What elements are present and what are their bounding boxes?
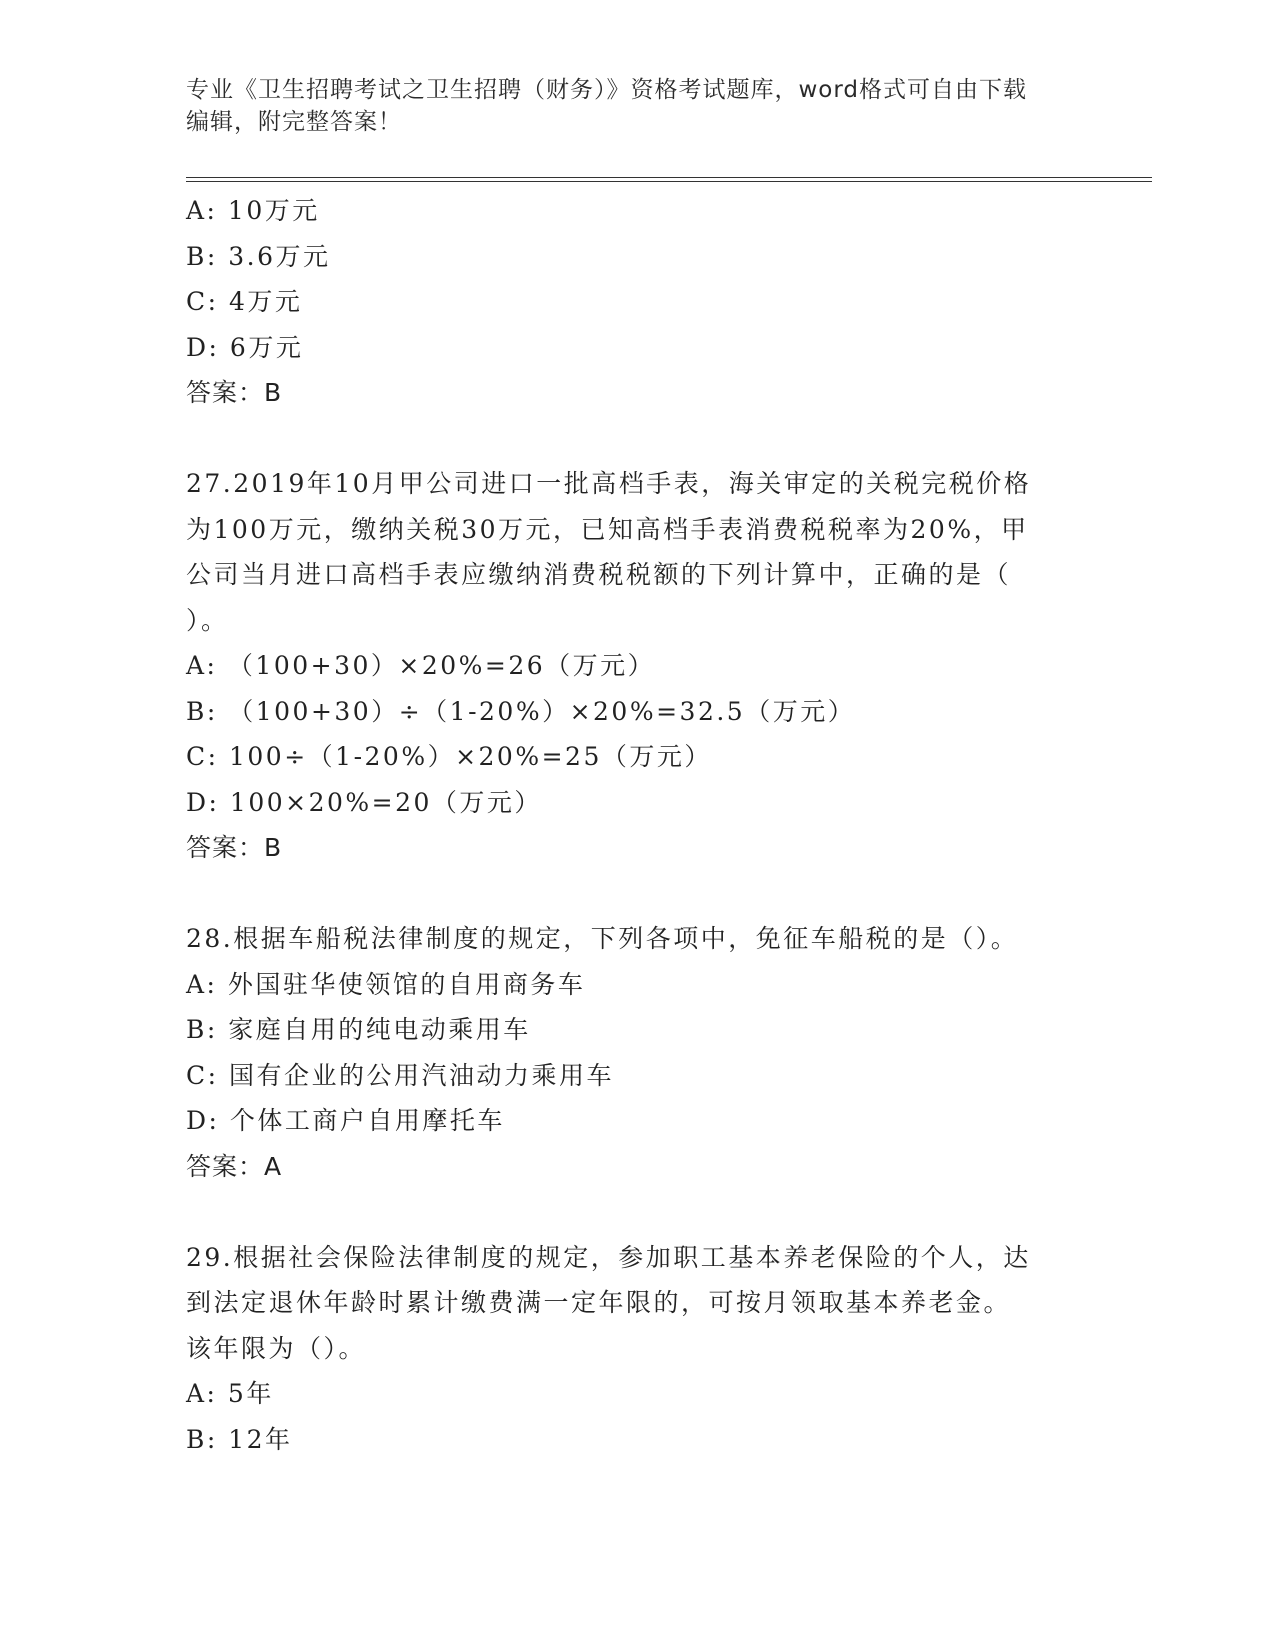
option-a: A: 外国驻华使领馆的自用商务车 bbox=[186, 969, 586, 999]
answer-line: 答案：A bbox=[186, 1151, 283, 1181]
answer-line: 答案：B bbox=[186, 378, 283, 407]
question-stem-line: 该年限为（）。 bbox=[186, 1333, 367, 1363]
header-line-2: 编辑，附完整答案！ bbox=[186, 109, 402, 135]
question-stem-line: 28.根据车船税法律制度的规定，下列各项中，免征车船税的是（）。 bbox=[186, 924, 1019, 953]
option-b: B: 家庭自用的纯电动乘用车 bbox=[186, 1015, 531, 1044]
option-b: B: 3.6万元 bbox=[186, 241, 331, 271]
question-26-tail bbox=[186, 188, 1086, 416]
option-b: B: （100+30）÷（1-20%）×20%=32.5（万元） bbox=[186, 696, 856, 726]
answer-line: 答案：B bbox=[186, 833, 283, 862]
header-divider-top bbox=[186, 177, 1152, 178]
question-stem-line: 为100万元，缴纳关税30万元，已知高档手表消费税税率为20%，甲 bbox=[186, 514, 1029, 544]
question-stem-line: 27.2019年10月甲公司进口一批高档手表，海关审定的关税完税价格 bbox=[186, 469, 1032, 498]
option-d: D: 6万元 bbox=[186, 332, 304, 362]
option-a: A: 10万元 bbox=[186, 196, 320, 225]
header-line-1: 专业《卫生招聘考试之卫生招聘（财务）》资格考试题库，word格式可自由下载 bbox=[186, 77, 1028, 103]
option-a: A: 5年 bbox=[186, 1379, 274, 1408]
question-28 bbox=[186, 916, 1086, 1189]
document-header bbox=[186, 74, 1086, 138]
question-27 bbox=[186, 461, 1086, 871]
option-d: D: 个体工商户自用摩托车 bbox=[186, 1106, 505, 1135]
option-c: C: 国有企业的公用汽油动力乘用车 bbox=[186, 1060, 614, 1090]
question-stem-line: 到法定退休年龄时累计缴费满一定年限的，可按月领取基本养老金。 bbox=[186, 1288, 1012, 1317]
question-stem-line: 29.根据社会保险法律制度的规定，参加职工基本养老保险的个人，达 bbox=[186, 1242, 1031, 1272]
question-list bbox=[186, 188, 1086, 1462]
option-d: D: 100×20%=20（万元） bbox=[186, 787, 542, 817]
question-stem-line: 公司当月进口高档手表应缴纳消费税税额的下列计算中，正确的是（ bbox=[186, 560, 1012, 589]
option-c: C: 100÷（1-20%）×20%=25（万元） bbox=[186, 742, 712, 771]
question-29 bbox=[186, 1235, 1086, 1463]
header-divider-bottom bbox=[186, 181, 1152, 182]
option-c: C: 4万元 bbox=[186, 287, 303, 316]
question-stem-line: ）。 bbox=[186, 605, 229, 635]
option-b: B: 12年 bbox=[186, 1424, 293, 1454]
option-a: A: （100+30）×20%=26（万元） bbox=[186, 651, 656, 680]
